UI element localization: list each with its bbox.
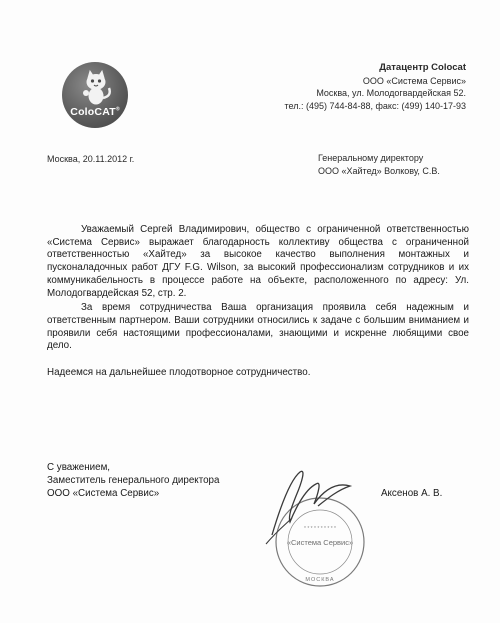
addressee-name: ООО «Хайтед» Волкову, С.В. (318, 165, 440, 176)
sender-org: ООО «Система Сервис» (362, 75, 466, 86)
sender-phones: тел.: (495) 744-84-88, факс: (499) 140-17-93 (284, 100, 466, 111)
body-paragraph-2: За время сотрудничества Ваша организация проявила себя надежным и ответственным партнером. Ваши сотрудники относились к задаче с большим вниманием и проявили себя настоящими профессионалами, знающими и искренне любящими свое дело. (47, 302, 469, 352)
stamp-center-text: «Система Сервис» (286, 538, 354, 547)
cat-icon (76, 68, 116, 108)
logo-wordmark: ColoCAT® (70, 106, 120, 118)
colocat-logo (62, 62, 128, 128)
sender-address: Москва, ул. Молодогвардейская 52. (316, 88, 466, 98)
signature-block (47, 462, 219, 500)
signature-company: ООО «Система Сервис» (47, 487, 160, 499)
addressee-block (318, 152, 468, 177)
stamp-bottom-text: МОСКВА (305, 577, 335, 583)
sender-company: Датацентр Colocat (379, 62, 466, 73)
addressee-title: Генеральному директору (318, 153, 424, 163)
body-paragraph-1: Уважаемый Сергей Владимирович, общество с ограниченной ответственностью «Система Сервис» выражает благодарность коллективу общества с ограниченной ответственностью «Хайтед» за высокое качество выполнения монтажных и пусконаладочных работ ДГУ F.G. Wilson, за высокий профессионализм сотрудников и их коммуникабельность в процессе работе на объекте, расположенного по адресу: Ул. Молодогвардейская 52, стр. 2. (47, 224, 469, 299)
signer-name: Аксенов А. В. (381, 488, 443, 499)
body-closing: Надеемся на дальнейшее плодотворное сотрудничество. (47, 367, 311, 379)
letter-date: Москва, 20.11.2012 г. (47, 154, 135, 164)
svg-text:* * * * * * * * * *: * * * * * * * * * * (304, 526, 336, 532)
signature-position: Заместитель генерального директора (47, 474, 220, 486)
sender-block (236, 62, 466, 112)
letter-body (47, 224, 469, 382)
company-stamp (258, 460, 376, 600)
signature-regards: С уважением, (47, 462, 111, 473)
